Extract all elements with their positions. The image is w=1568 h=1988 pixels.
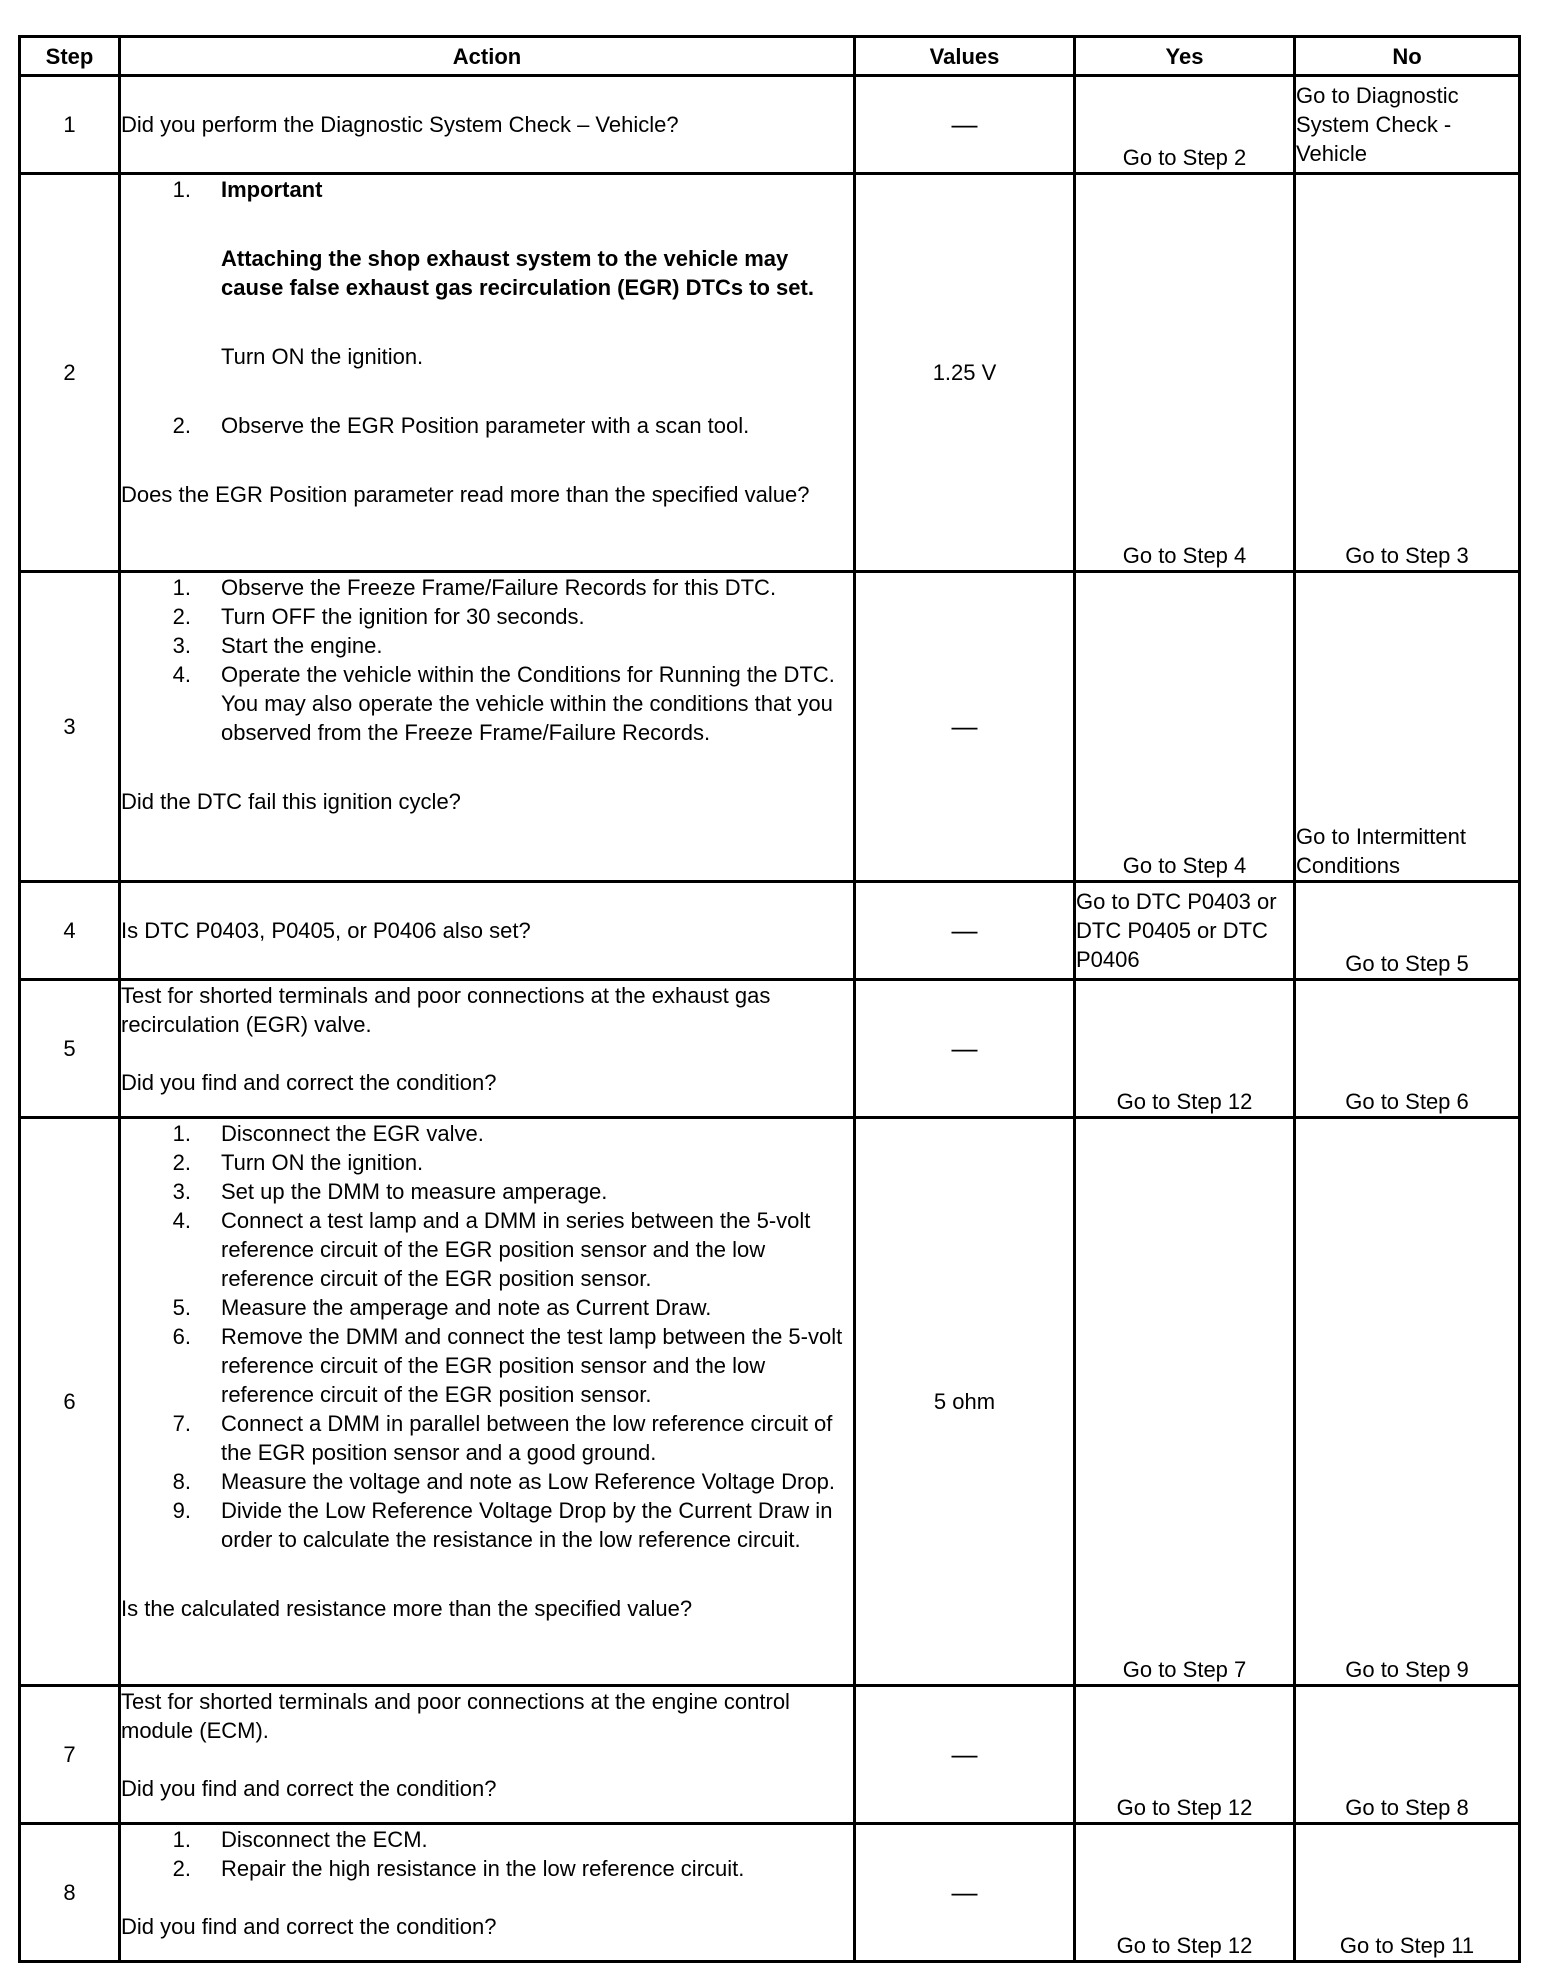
action-cell	[120, 980, 855, 1118]
action-cell	[120, 1824, 855, 1962]
item-text: Set up the DMM to measure amperage.	[221, 1179, 608, 1204]
question-text: Did you find and correct the condition?	[121, 1776, 497, 1801]
value-text: —	[951, 914, 978, 945]
no-cell: Go to Step 8	[1295, 1686, 1520, 1824]
list-item	[121, 631, 853, 660]
value-text: —	[951, 1876, 978, 1907]
action-cell	[120, 1118, 855, 1686]
item-number: 1.	[172, 575, 191, 600]
item-text: Observe the Freeze Frame/Failure Records for this DTC.	[221, 575, 777, 600]
item-text: Measure the voltage and note as Low Reference Voltage Drop.	[221, 1469, 835, 1494]
item-text: Repair the high resistance in the low reference circuit.	[221, 1856, 745, 1881]
value-text: 5 ohm	[933, 1389, 996, 1414]
no-cell: Go to Diagnostic System Check - Vehicle	[1295, 76, 1520, 174]
yes-cell: Go to Step 4	[1075, 174, 1295, 572]
item-number: 9.	[172, 1498, 191, 1523]
step-number: 8	[20, 1824, 120, 1962]
item-number: 4.	[172, 1208, 191, 1233]
item-text: Operate the vehicle within the Conditions for Running the DTC. You may also operate the vehicle within the conditions that you observed from the Freeze Frame/Failure Records.	[221, 662, 835, 745]
list-item	[121, 1148, 853, 1177]
value-cell	[855, 572, 1075, 882]
item-number: 2.	[172, 413, 191, 438]
yes-cell: Go to Step 12	[1075, 980, 1295, 1118]
question-text: Is DTC P0403, P0405, or P0406 also set?	[121, 918, 531, 943]
table-row	[20, 174, 1520, 572]
yes-cell: Go to Step 12	[1075, 1824, 1295, 1962]
item-number: 2.	[172, 1150, 191, 1175]
header-no: No	[1295, 37, 1520, 76]
table-row	[20, 980, 1520, 1118]
value-cell	[855, 76, 1075, 174]
table-row	[20, 1686, 1520, 1824]
step-number: 3	[20, 572, 120, 882]
item-number: 2.	[172, 604, 191, 629]
question-text: Did you perform the Diagnostic System Check – Vehicle?	[121, 112, 679, 137]
list-item	[121, 411, 853, 440]
list-item	[121, 1293, 853, 1322]
action-cell	[120, 76, 855, 174]
no-cell: Go to Step 6	[1295, 980, 1520, 1118]
diagnostic-table	[18, 35, 1521, 1963]
value-text: —	[951, 108, 978, 139]
header-step: Step	[20, 37, 120, 76]
no-cell: Go to Step 11	[1295, 1824, 1520, 1962]
list-item	[121, 1854, 853, 1883]
yes-cell: Go to Step 7	[1075, 1118, 1295, 1686]
action-cell	[120, 882, 855, 980]
header-action: Action	[120, 37, 855, 76]
step-number: 7	[20, 1686, 120, 1824]
question-text: Does the EGR Position parameter read more than the specified value?	[121, 482, 810, 507]
list-item	[121, 1825, 853, 1854]
question-text: Did the DTC fail this ignition cycle?	[121, 789, 461, 814]
item-number: 1.	[172, 1827, 191, 1852]
question-text: Did you find and correct the condition?	[121, 1070, 497, 1095]
list-item	[121, 1409, 853, 1467]
action-cell	[120, 174, 855, 572]
table-row	[20, 1824, 1520, 1962]
step-number: 5	[20, 980, 120, 1118]
step-number: 1	[20, 76, 120, 174]
list-item	[121, 573, 853, 602]
item-number: 7.	[172, 1411, 191, 1436]
list-item	[121, 660, 853, 747]
important-text: Attaching the shop exhaust system to the vehicle may cause false exhaust gas recirculation (EGR) DTCs to set.	[221, 246, 814, 300]
value-text: —	[951, 710, 978, 741]
action-text: Test for shorted terminals and poor connections at the engine control module (ECM).	[121, 1689, 790, 1743]
list-item	[121, 1467, 853, 1496]
table-row	[20, 76, 1520, 174]
action-text: Test for shorted terminals and poor connections at the exhaust gas recirculation (EGR) valve.	[121, 983, 771, 1037]
item-text: Connect a DMM in parallel between the low reference circuit of the EGR position sensor and a good ground.	[221, 1411, 833, 1465]
value-text: —	[951, 1032, 978, 1063]
list-item	[121, 1206, 853, 1293]
item-number: 2.	[172, 1856, 191, 1881]
question-text: Is the calculated resistance more than the specified value?	[121, 1596, 693, 1621]
table-row	[20, 882, 1520, 980]
value-cell	[855, 174, 1075, 572]
yes-cell: Go to Step 12	[1075, 1686, 1295, 1824]
item-text: Turn ON the ignition.	[221, 344, 424, 369]
item-text: Measure the amperage and note as Current Draw.	[221, 1295, 712, 1320]
list-item	[121, 1496, 853, 1554]
item-text: Disconnect the ECM.	[221, 1827, 428, 1852]
table-row	[20, 1118, 1520, 1686]
list-item	[121, 175, 853, 371]
item-text: Disconnect the EGR valve.	[221, 1121, 484, 1146]
value-cell	[855, 1824, 1075, 1962]
important-title: Important	[221, 177, 323, 202]
item-text: Turn ON the ignition.	[221, 1150, 424, 1175]
item-number: 5.	[172, 1295, 191, 1320]
no-cell: Go to Step 3	[1295, 174, 1520, 572]
item-number: 8.	[172, 1469, 191, 1494]
item-text: Remove the DMM and connect the test lamp between the 5-volt reference circuit of the EGR position sensor and the low reference circuit of the EGR position sensor.	[221, 1324, 843, 1407]
item-number: 1.	[172, 1121, 191, 1146]
list-item	[121, 1119, 853, 1148]
step-number: 2	[20, 174, 120, 572]
item-text: Start the engine.	[221, 633, 383, 658]
action-cell	[120, 1686, 855, 1824]
list-item	[121, 602, 853, 631]
question-text: Did you find and correct the condition?	[121, 1914, 497, 1939]
item-number: 3.	[172, 633, 191, 658]
yes-cell: Go to Step 4	[1075, 572, 1295, 882]
value-text: —	[951, 1738, 978, 1769]
yes-cell: Go to DTC P0403 or DTC P0405 or DTC P0406	[1075, 882, 1295, 980]
header-values: Values	[855, 37, 1075, 76]
value-cell	[855, 1686, 1075, 1824]
item-text: Turn OFF the ignition for 30 seconds.	[221, 604, 585, 629]
item-number: 3.	[172, 1179, 191, 1204]
list-item	[121, 1177, 853, 1206]
item-number: 1.	[172, 177, 191, 202]
step-number: 6	[20, 1118, 120, 1686]
item-number: 4.	[172, 662, 191, 687]
no-cell: Go to Step 9	[1295, 1118, 1520, 1686]
header-yes: Yes	[1075, 37, 1295, 76]
action-cell	[120, 572, 855, 882]
item-text: Observe the EGR Position parameter with a scan tool.	[221, 413, 750, 438]
item-text: Divide the Low Reference Voltage Drop by the Current Draw in order to calculate the resistance in the low reference circuit.	[221, 1498, 833, 1552]
value-cell	[855, 1118, 1075, 1686]
item-number: 6.	[172, 1324, 191, 1349]
value-cell	[855, 882, 1075, 980]
item-text: Connect a test lamp and a DMM in series between the 5-volt reference circuit of the EGR position sensor and the low reference circuit of the EGR position sensor.	[221, 1208, 811, 1291]
step-number: 4	[20, 882, 120, 980]
yes-cell: Go to Step 2	[1075, 76, 1295, 174]
value-text: 1.25 V	[932, 360, 997, 385]
no-cell: Go to Step 5	[1295, 882, 1520, 980]
value-cell	[855, 980, 1075, 1118]
list-item	[121, 1322, 853, 1409]
header-row	[20, 37, 1520, 76]
table-row	[20, 572, 1520, 882]
no-cell: Go to Intermittent Conditions	[1295, 572, 1520, 882]
